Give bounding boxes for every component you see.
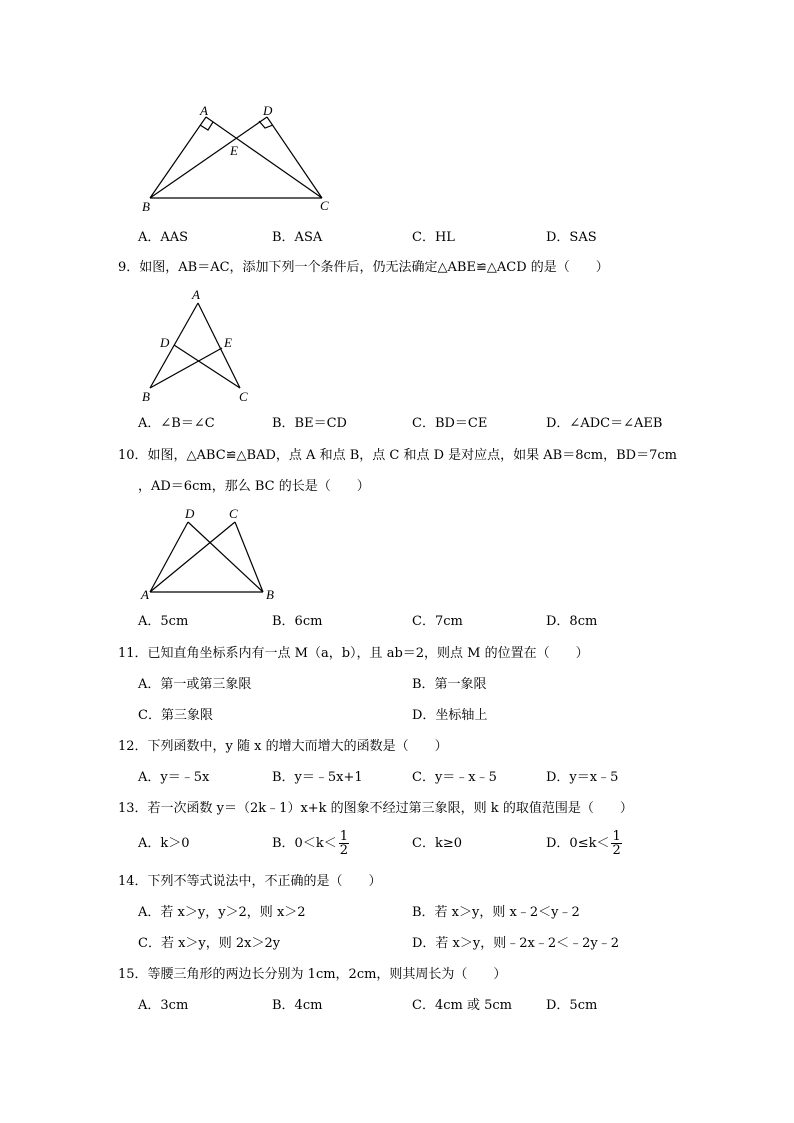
q15-stem: 15．等腰三角形的两边长分别为 1cm，2cm，则其周长为（ ） [118,967,507,982]
q9-figure [135,285,265,405]
q12-option-c: C．y＝﹣x﹣5 [412,770,497,785]
q8-line-AC [206,117,322,198]
q9-label-A: A [192,287,200,302]
q15-option-a: A．3cm [138,998,189,1013]
q8-label-C: C [320,198,329,213]
q8-option-b: B．ASA [272,230,323,245]
q14-option-d: D．若 x＞y，则﹣2x﹣2＜﹣2y﹣2 [412,936,619,951]
q9-option-d: D．∠ADC＝∠AEB [546,416,663,431]
q9-line-CD [174,345,240,388]
q10-label-D: D [185,506,195,521]
q10-option-b: B．6cm [272,614,323,629]
q9-line-AC [198,303,240,388]
q11-option-c: C．第三象限 [138,708,213,723]
q13-option-d-fraction [611,830,621,857]
q8-option-a: A．AAS [138,230,189,245]
q11-stem: 11．已知直角坐标系内有一点 M（a，b），且 ab＝2，则点 M 的位置在（ ） [118,646,589,661]
fraction-numerator: 1 [339,829,348,844]
q8-figure [130,100,350,220]
q9-option-c: C．BD＝CE [412,416,488,431]
q10-line-AC [150,522,235,592]
q10-option-d: D．8cm [546,614,598,629]
q14-option-b: B．若 x＞y，则 x﹣2＜y﹣2 [412,905,580,920]
fraction-denominator: 2 [612,843,621,858]
q13-option-b-fraction [339,830,349,857]
q11-option-b: B．第一象限 [412,677,487,692]
q9-option-a: A．∠B＝∠C [138,416,215,431]
q14-option-c: C．若 x＞y，则 2x＞2y [138,936,281,951]
q8-line-DC [267,117,322,198]
q8-option-d: D．SAS [546,230,597,245]
q8-label-B: B [142,199,150,214]
q9-stem: 9．如图，AB＝AC，添加下列一个条件后，仍无法确定△ABE≌△ACD 的是（ ） [118,260,609,275]
q9-label-C: C [239,389,248,404]
q12-option-d: D．y＝x﹣5 [546,770,619,785]
q14-option-a: A．若 x＞y，y＞2，则 x＞2 [138,905,306,920]
q15-option-b: B．4cm [272,998,323,1013]
q10-line-AD [150,522,188,592]
q13-option-d [546,826,622,862]
q9-label-D: D [160,335,170,350]
q13-option-b [272,826,349,862]
q8-label-D: D [263,103,273,118]
q11-option-d: D．坐标轴上 [412,708,488,723]
q12-stem: 12．下列函数中，y 随 x 的增大而增大的函数是（ ） [118,739,448,754]
q8-line-BA [150,117,206,198]
q8-label-A: A [200,103,208,118]
q8-option-c: C．HL [412,230,455,245]
q10-stem-line1: 10．如图，△ABC≌△BAD，点 A 和点 B，点 C 和点 D 是对应点，如果 AB＝8cm，BD＝7cm [118,448,677,463]
q15-option-c: C．4cm 或 5cm [412,998,512,1013]
q9-option-b: B．BE＝CD [272,416,347,431]
q9-label-B: B [142,389,150,404]
q11-option-a: A．第一或第三象限 [138,677,252,692]
q9-label-E: E [224,335,232,350]
q12-option-a: A．y＝﹣5x [138,770,210,785]
q10-label-B: B [266,587,274,602]
q10-option-a: A．5cm [138,614,189,629]
q13-option-c: C．k≥0 [412,836,462,851]
q15-option-d: D．5cm [546,998,598,1013]
q10-label-A: A [141,587,149,602]
q8-label-E: E [230,143,238,158]
q10-stem-line2: ，AD＝6cm，那么 BC 的长是（ ） [138,479,370,494]
q13-option-d-text: D．0≤k＜ [546,836,610,851]
q13-stem: 13．若一次函数 y＝（2k﹣1）x+k 的图象不经过第三象限，则 k 的取值范围是（ ） [118,801,633,816]
q13-option-b-text: B．0＜k＜ [272,836,337,851]
fraction-denominator: 2 [339,843,348,858]
q12-option-b: B．y＝﹣5x+1 [272,770,363,785]
fraction-numerator: 1 [612,829,621,844]
q10-line-BD [188,522,263,592]
q10-option-c: C．7cm [412,614,463,629]
q10-figure [135,503,285,608]
q13-option-a: A．k＞0 [138,836,190,851]
q10-label-C: C [229,506,238,521]
q10-line-BC [235,522,263,592]
q14-stem: 14．下列不等式说法中，不正确的是（ ） [118,874,382,889]
